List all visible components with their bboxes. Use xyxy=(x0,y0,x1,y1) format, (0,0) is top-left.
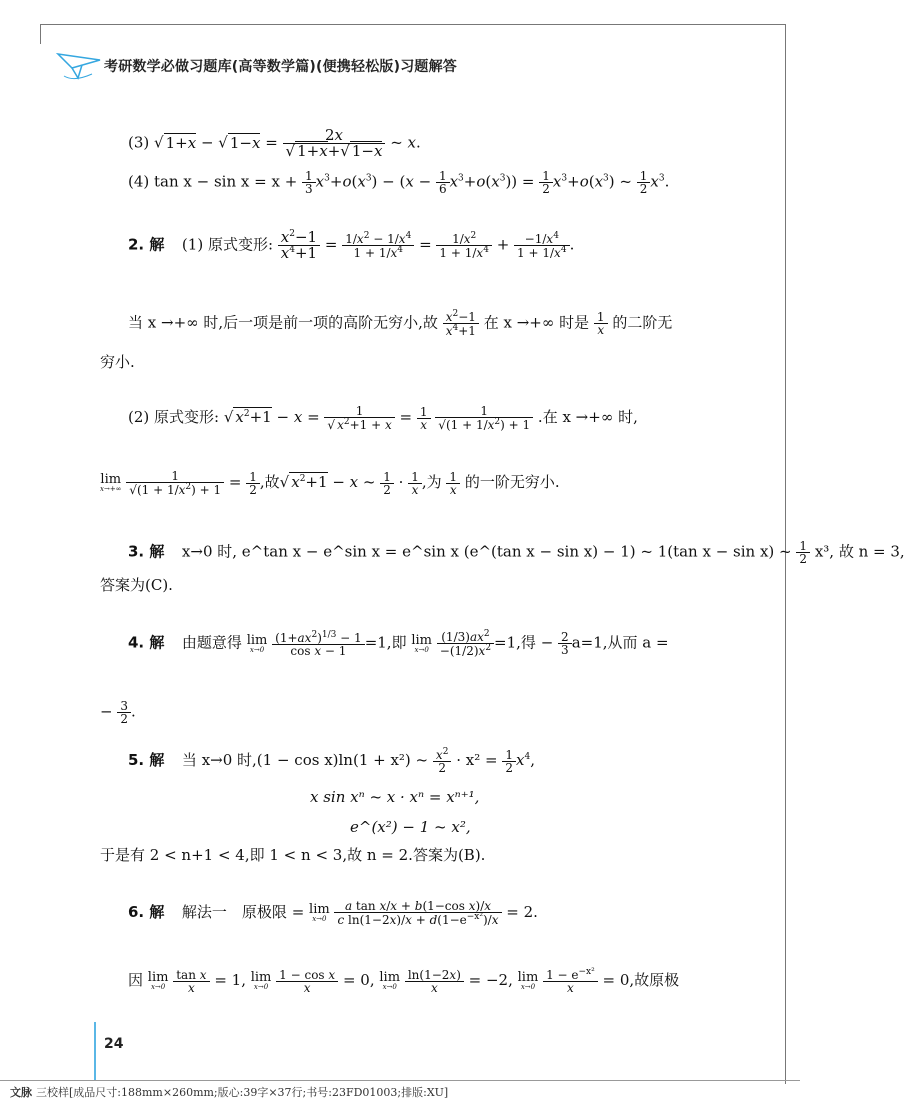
problem-4-label: 4. 解 xyxy=(128,633,165,652)
problem-3-label: 3. 解 xyxy=(128,542,165,561)
problem-2-label: 2. 解 xyxy=(128,235,165,254)
problem-5-line-2: x sin xⁿ ~ x · xⁿ = xⁿ⁺¹, xyxy=(310,788,480,806)
problem-4-text: 由题意得 xyxy=(181,633,242,652)
problem-6: 6. 解 解法一 原极限 = lim x→0 $\frac{\text{a tan x/x + b(1−cos x)/x}}{c \ln(1-2x)/x + d(1-e^{-x^2})/x}$ = 2. xyxy=(128,899,538,927)
page-header xyxy=(56,44,756,94)
problem-6-label: 6. 解 xyxy=(128,903,165,921)
problem-6-line-2: 因 lim x→0 $\frac{\text{tan x}}{x}$ = 1, lim x→0 $\frac{\text{1 − cos x}}{x}$ = 0, lim x→0 $\frac{\ln(1-2x)}{x}$ = −2, lim x→0 $\frac{1 - e^{-x^2}}{x}$ = 0,故原极 xyxy=(128,967,680,995)
paper-plane-icon xyxy=(56,44,104,84)
problem-4-mid: =1,即 xyxy=(364,633,407,652)
problem-6-text: 解法一 原极限 = xyxy=(181,903,305,921)
problem-2-part-2-tail: .在 x →+∞ 时, xyxy=(537,408,638,426)
problem-6-tail: = 2. xyxy=(506,903,538,921)
footer xyxy=(10,1084,448,1100)
footer-brand: 文脉 xyxy=(10,1086,32,1099)
problem-5: 5. 解 当 x→0 时,(1 − cos x)ln(1 + x²) ~ $\frac{x^2}{2}$ · x² = $\frac{1}{2}$ $x^4$, xyxy=(128,747,535,775)
problem-6-line-2-head: 因 xyxy=(128,971,144,989)
crop-border-top xyxy=(40,24,785,25)
problem-2-conclusion-text: 当 x →+∞ 时,后一项是前一项的高阶无穷小,故 xyxy=(128,313,438,332)
problem-2-conclusion: 当 x →+∞ 时,后一项是前一项的高阶无穷小,故 $\frac{x^2-1}{x^4+1}$ 在 x →+∞ 时是 $\frac{1}{x}$ 的二阶无 xyxy=(128,309,673,338)
page-number: 24 xyxy=(104,1036,124,1052)
problem-4-tail: =1,得 − xyxy=(494,633,554,652)
item-3: (3) √ 1+x − √ 1−x = $\frac{2x}{√ 1+x+√ 1-x}$ ~ x. xyxy=(128,126,421,160)
crop-border-left xyxy=(40,24,41,44)
problem-2-limit-tail: ,为 xyxy=(421,473,442,491)
footer-rule xyxy=(0,1080,800,1081)
problem-4-answer: − $\frac{3}{2}$ . xyxy=(100,699,136,726)
problem-3-text: x→0 时, e^tan x − e^sin x = e^sin x (e^(tan x − sin x) − 1) ~ 1(tan x − sin x) ~ xyxy=(181,542,792,561)
problem-5-text: 当 x→0 时,(1 − cos x)ln(1 + x²) ~ xyxy=(181,751,429,769)
item-4-head: (4) tan x − sin x = x + xyxy=(128,172,303,191)
problem-4-end: a=1,从而 a = xyxy=(571,633,669,652)
problem-2-text: (1) 原式变形: xyxy=(181,235,273,254)
problem-2-conclusion-wrap: 穷小. xyxy=(100,353,135,371)
problem-3-answer: 答案为(C). xyxy=(100,576,173,594)
problem-2-part-2: (2) 原式变形: √ $x^2+1 - x$ = $\frac{1}{√ x^2+1 + x}$ = $\frac{1}{x}$ $\frac{1}{√(1 + 1/x^2) + 1}$ .在 x →+∞ 时, xyxy=(128,404,638,432)
problem-2-limit: lim x→+∞ $\frac{1}{√(1 + 1/x^2) + 1}$ = $\frac{1}{2}$ ,故√ $x^2+1 - x$ ~ $\frac{1}{2}$ · $\frac{1}{x}$ ,为 $\frac{1}{x}$ 的一阶无穷小. xyxy=(100,469,560,497)
item-4: (4) tan x − sin x = x + $\frac{1}{3}$ $x^3+o(x^3) - (x$ − $\frac{1}{6}$ $x^3+o(x^3)$) = $\frac{1}{2}$ $x^3+o(x^3)$ ~ $\frac{1}{2}$ $x^3$. xyxy=(128,169,670,196)
problem-2-conclusion-tail: 在 x →+∞ 时是 xyxy=(483,313,590,332)
problem-5-tail: · x² = xyxy=(456,751,498,769)
problem-2-limit-end: 的一阶无穷小. xyxy=(464,473,560,491)
problem-2-conclusion-end: 的二阶无 xyxy=(612,313,673,332)
problem-6-line-2-tail: = 0,故原极 xyxy=(602,971,680,989)
problem-2-part-2-text: (2) 原式变形: xyxy=(128,408,220,426)
problem-3: 3. 解 x→0 时, e^tan x − e^sin x = e^sin x (e^(tan x − sin x) − 1) ~ 1(tan x − sin x) ~ $\frac{1}{2}$ x³, 故 n = 3, xyxy=(128,539,905,566)
problem-3-tail: x³, 故 n = 3, xyxy=(814,542,905,561)
problem-4: 4. 解 由题意得 lim x→0 $\frac{(1+ax^2)^{1/3} - 1}{\text{cos x − 1}}$ =1,即 lim x→0 $\frac{(1/3)ax^2}{-(1/2)x^2}$ =1,得 − $\frac{2}{3}$ a=1,从而 a = xyxy=(128,629,669,658)
footer-spec: 三校样[成品尺寸:188mm×260mm;版心:39字×37行;书号:23FD01003;排版:XU] xyxy=(36,1086,449,1099)
header-title: 考研数学必做习题库(高等数学篇)(便携轻松版)习题解答 xyxy=(104,59,457,75)
problem-5-line-3: e^(x²) − 1 ~ x², xyxy=(350,818,471,836)
problem-5-label: 5. 解 xyxy=(128,751,165,769)
page-number-rule xyxy=(94,1022,96,1080)
problem-2: 2. 解 (1) 原式变形: $\frac{x^2-1}{x^4+1}$ = $\frac{1/x^2 - 1/x^4}{1 + 1/x^4}$ = $\frac{1/x^2}{1 + 1/x^4}$ + $\frac{-1/x^4}{1 + 1/x^4}$ . xyxy=(128,228,575,262)
item-3-label: (3) xyxy=(128,133,150,152)
problem-5-answer: 于是有 2 < n+1 < 4,即 1 < n < 3,故 n = 2.答案为(B). xyxy=(100,846,486,864)
